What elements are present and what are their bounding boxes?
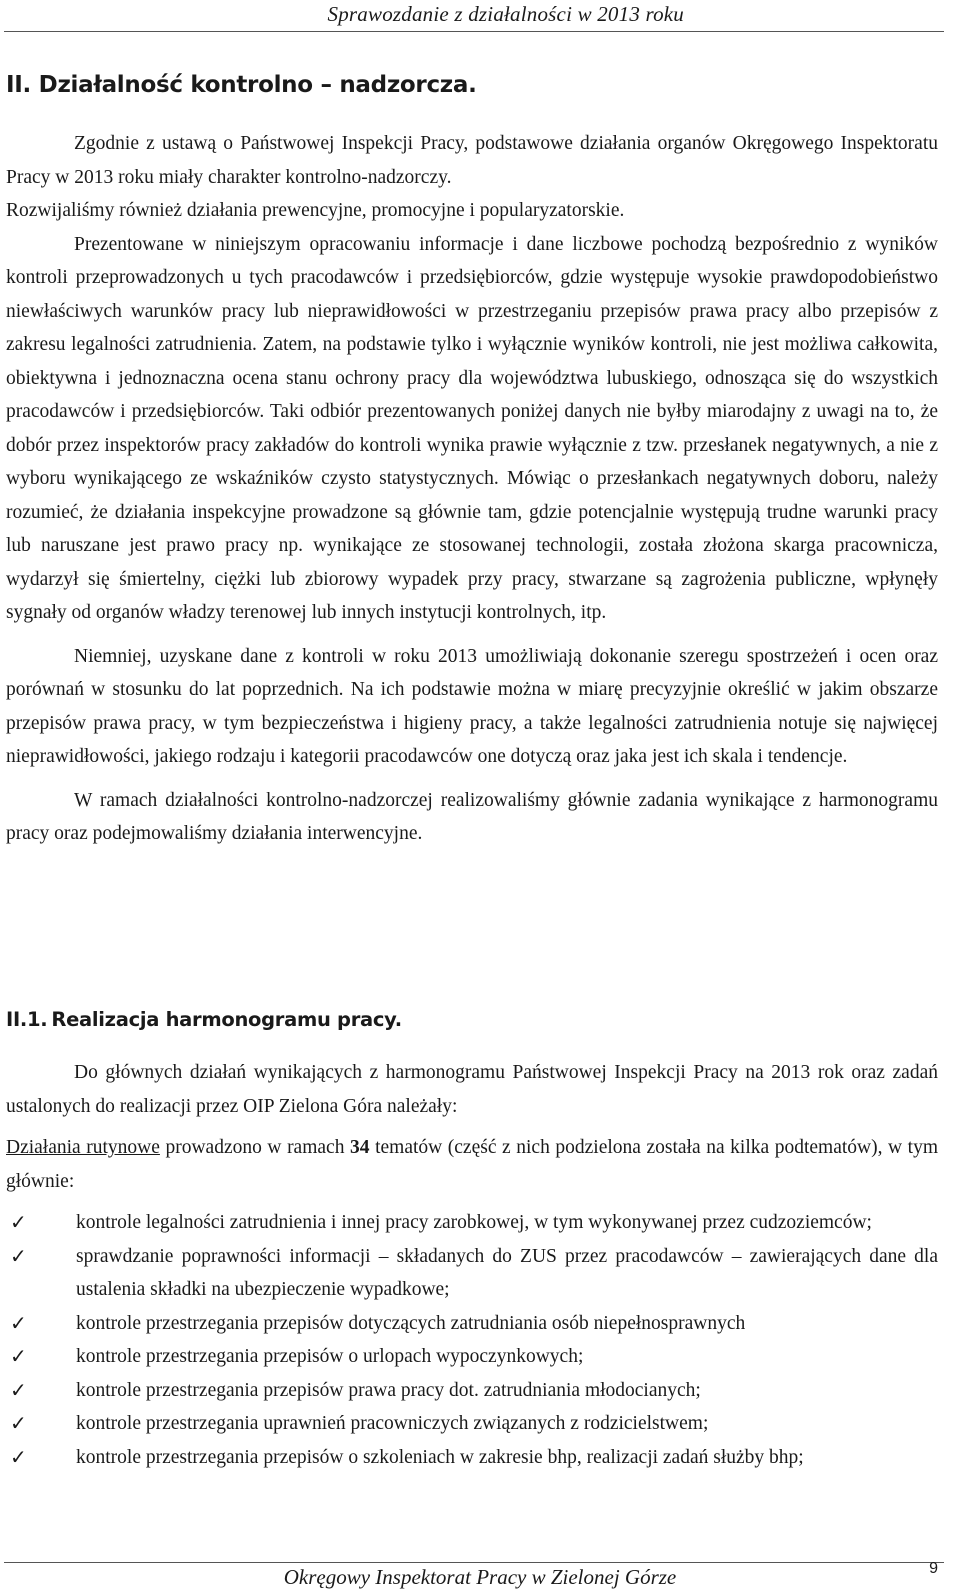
routine-text-before: prowadzono w ramach: [159, 1137, 351, 1158]
checklist-item: [6, 1441, 938, 1475]
header-divider: [4, 31, 944, 32]
checklist-item-text: kontrole legalności zatrudnienia i innej pracy zarobkowej, w tym wykonywanej przez cudzoziemców;: [76, 1212, 872, 1233]
check-icon: ✓: [10, 1377, 27, 1402]
checklist-item: [6, 1340, 938, 1374]
routine-count: 34: [350, 1137, 370, 1158]
checklist-item: [6, 1407, 938, 1441]
check-icon: ✓: [10, 1444, 27, 1469]
checklist-item-text: kontrole przestrzegania przepisów o urlopach wypoczynkowych;: [76, 1346, 584, 1367]
paragraph: Prezentowane w niniejszym opracowaniu informacje i dane liczbowe pochodzą bezpośrednio z wyników kontroli przeprowadzonych u tych pracodawców i przedsiębiorców, gdzie występuje wysokie prawdopodobieństwo niewłaściwych warunków pracy lub nieprawidłowości w przestrzeganiu przepisów prawa pracy albo przepisów z zakresu legalności zatrudnienia. Zatem, na podstawie tylko i wyłącznie wyników kontroli, nie jest możliwa całkowita, obiektywna i jednoznaczna ocena stanu ochrony pracy dla województwa lubuskiego, odnosząca się do wszystkich pracodawców i przedsiębiorców. Taki odbiór prezentowanych poniżej danych nie byłby miarodajny z uwagi na to, że dobór przez inspektorów pracy zakładów do kontroli wynika prawie wyłącznie z tzw. przesłanek negatywnych, a nie z wyboru wynikającego ze wskaźników czysto statystycznych. Mówiąc o przesłankach negatywnych doboru, należy rozumieć, że działania inspekcyjne prowadzone są głównie tam, gdzie potencjalnie występują trudne warunki pracy lub naruszane jest prawo pracy np. wynikające ze stosowanej technologii, została złożona skarga pracownicza, wydarzył się śmiertelny, ciężki lub zbiorowy wypadek przy pracy, stwarzane są zagrożenia publiczne, wpłynęły sygnały od organów władzy terenowej lub innych instytucji kontrolnych, itp.: [6, 233, 938, 623]
check-icon: ✓: [10, 1344, 27, 1368]
subsection-title: Realizacja harmonogramu pracy.: [51, 1008, 402, 1031]
check-icon: ✓: [10, 1210, 27, 1234]
page-number: 9: [929, 1560, 938, 1577]
intro-paragraph: Do głównych działań wynikających z harmonogramu Państwowej Inspekcji Pracy na 2013 rok oraz zadań ustalonych do realizacji przez OIP Zielona Góra należały:: [6, 1062, 938, 1117]
running-header: Sprawozdanie z działalności w 2013 roku: [327, 2, 684, 26]
check-icon: ✓: [10, 1310, 27, 1335]
routine-text-after: tematów (część z nich podzielona została na kilka podtematów), w tym głównie:: [6, 1137, 939, 1192]
checklist-item: [6, 1307, 938, 1341]
section-heading: II. Działalność kontrolno – nadzorcza.: [6, 72, 477, 98]
checklist-item: [6, 1374, 938, 1408]
subsection-heading: [6, 1008, 402, 1031]
checklist-item: [6, 1240, 938, 1307]
routine-label: Działania rutynowe: [6, 1137, 160, 1158]
paragraph: Zgodnie z ustawą o Państwowej Inspekcji Pracy, podstawowe działania organów Okręgowego Inspektoratu Pracy w 2013 roku miały charakter kontrolno-nadzorczy.: [6, 133, 938, 188]
footer-divider: [4, 1562, 944, 1563]
checklist-item-text: kontrole przestrzegania przepisów prawa pracy dot. zatrudniania młodocianych;: [76, 1379, 701, 1401]
checklist-item-text: kontrole przestrzegania uprawnień pracowniczych związanych z rodzicielstwem;: [76, 1413, 709, 1434]
body-text: [6, 127, 938, 851]
paragraph: Niemniej, uzyskane dane z kontroli w roku 2013 umożliwiają dokonanie szeregu spostrzeżeń i ocen oraz porównań w stosunku do lat poprzednich. Na ich podstawie można w miarę precyzyjnie określić w jakim obszarze przepisów prawa pracy, w tym bezpieczeństwa i higieny pracy, a także legalności zatrudnienia notuje się najwięcej nieprawidłowości, jakiego rodzaju i kategorii pracodawców one dotyczą oraz jaka jest ich skala i tendencje.: [6, 645, 938, 767]
check-icon: ✓: [10, 1243, 27, 1268]
subsection-number: II.1.: [6, 1008, 48, 1031]
checklist-item: [6, 1206, 938, 1240]
check-icon: ✓: [10, 1411, 27, 1435]
checklist-item-text: sprawdzanie poprawności informacji – składanych do ZUS przez pracodawców – zawierających dane dla ustalenia składki na ubezpieczenie wypadkowe;: [76, 1245, 938, 1300]
harmonogram-block: [6, 1056, 938, 1474]
running-footer: Okręgowy Inspektorat Pracy w Zielonej Górze: [283, 1565, 677, 1589]
paragraph: W ramach działalności kontrolno-nadzorczej realizowaliśmy głównie zadania wynikające z harmonogramu pracy oraz podejmowaliśmy działania interwencyjne.: [6, 789, 938, 844]
checklist-item-text: kontrole przestrzegania przepisów o szkoleniach w zakresie bhp, realizacji zadań służby bhp;: [76, 1446, 804, 1468]
routine-paragraph: [6, 1131, 938, 1198]
paragraph: Rozwijaliśmy również działania prewencyjne, promocyjne i popularyzatorskie.: [6, 200, 625, 221]
checklist: [6, 1206, 938, 1474]
checklist-item-text: kontrole przestrzegania przepisów dotyczących zatrudniania osób niepełnosprawnych: [76, 1312, 746, 1334]
